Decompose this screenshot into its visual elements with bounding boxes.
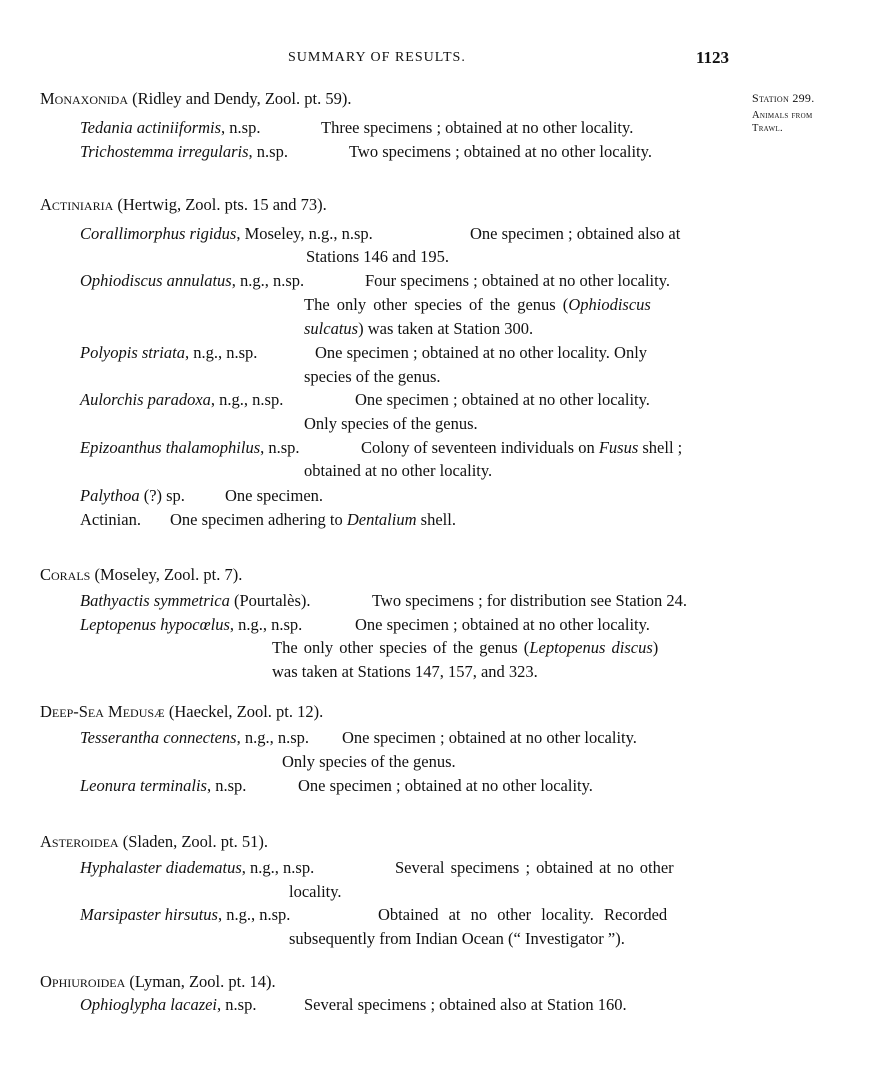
- entry-text: One specimen ; obtained at no other locality.: [298, 776, 593, 795]
- entry-continuation: locality.: [289, 882, 342, 901]
- entry-label: Actinian.: [80, 510, 141, 529]
- entry-line: [80, 593, 311, 610]
- group-name: Ophiuroidea: [40, 972, 126, 991]
- section-medusae-heading: [40, 704, 323, 721]
- taxon-name: Leptopenus hypocœlus: [80, 615, 230, 634]
- entry-text: Four specimens ; obtained at no other locality.: [365, 271, 671, 290]
- entry-continuation: species of the genus.: [304, 367, 441, 386]
- group-name: Deep-Sea Medusæ: [40, 702, 165, 721]
- taxon-name: Marsipaster hirsutus: [80, 905, 218, 924]
- taxon-name: Palythoa: [80, 486, 140, 505]
- continuation-text: ): [652, 638, 659, 657]
- authority: , n.sp.: [217, 995, 257, 1014]
- authority: , Moseley, n.g., n.sp.: [236, 224, 373, 243]
- entry-line: [80, 512, 141, 529]
- entry-text: Two specimens ; for distribution see Station 24.: [372, 591, 688, 610]
- authority: (?) sp.: [139, 486, 185, 505]
- entry-text: [361, 440, 682, 457]
- authority: , n.g., n.sp.: [231, 271, 305, 290]
- authority: (Pourtalès).: [229, 591, 311, 610]
- entry-text: One specimen ; obtained at no other locality.: [355, 390, 650, 409]
- authority: , n.sp.: [221, 118, 261, 137]
- entry-text: One specimen ; obtained at no other locality. Only: [315, 343, 648, 362]
- group-reference: (Ridley and Dendy, Zool. pt. 59).: [128, 89, 352, 108]
- taxon-name: Corallimorphus rigidus: [80, 224, 237, 243]
- entry-text: Several specimens ; obtained also at Station 160.: [304, 995, 627, 1014]
- taxon-name: Leonura terminalis: [80, 776, 207, 795]
- margin-note-line2: Trawl.: [752, 123, 783, 134]
- entry-line: [80, 907, 290, 924]
- entry-line: [80, 730, 309, 747]
- group-reference: (Moseley, Zool. pt. 7).: [90, 565, 243, 584]
- entry-line: [80, 345, 257, 362]
- group-name: Asteroidea: [40, 832, 119, 851]
- entry-text-part: shell ;: [638, 438, 683, 457]
- authority: , n.sp.: [248, 142, 288, 161]
- entry-continuation: subsequently from Indian Ocean (“ Investigator ”).: [289, 929, 625, 948]
- entry-text: [170, 512, 456, 529]
- entry-line: [80, 488, 185, 505]
- group-reference: (Sladen, Zool. pt. 51).: [118, 832, 268, 851]
- continuation-text: ) was taken at Station 300.: [358, 319, 534, 338]
- taxon-name: Dentalium: [346, 510, 417, 529]
- authority: , n.g., n.sp.: [241, 858, 315, 877]
- entry-continuation: Only species of the genus.: [304, 414, 478, 433]
- entry-text: One specimen ; obtained at no other locality.: [342, 728, 637, 747]
- entry-line: [80, 860, 314, 877]
- section-actiniaria-heading: [40, 197, 327, 214]
- entry-line: [80, 778, 246, 795]
- authority: , n.g., n.sp.: [217, 905, 291, 924]
- margin-station: Station 299.: [752, 91, 815, 105]
- section-corals-heading: [40, 567, 242, 584]
- entry-line: [80, 617, 302, 634]
- entry-text: One specimen ; obtained also at: [470, 224, 681, 243]
- entry-text: Several specimens ; obtained at no other: [395, 858, 674, 877]
- section-ophiuroidea-heading: [40, 974, 276, 991]
- taxon-name: Tedania actiniiformis: [80, 118, 222, 137]
- taxon-name: Fusus: [598, 438, 639, 457]
- entry-continuation: was taken at Stations 147, 157, and 323.: [272, 662, 538, 681]
- taxon-name: Polyopis striata: [80, 343, 185, 362]
- entry-text: One specimen.: [225, 486, 324, 505]
- entry-line: [80, 273, 304, 290]
- authority: , n.sp.: [260, 438, 300, 457]
- entry-line: [80, 226, 373, 243]
- entry-continuation: obtained at no other locality.: [304, 461, 493, 480]
- authority: , n.g., n.sp.: [210, 390, 284, 409]
- taxon-name: Aulorchis paradoxa: [80, 390, 211, 409]
- entry-line: [80, 144, 288, 161]
- entry-line: [80, 440, 300, 457]
- continuation-text: The only other species of the genus (: [304, 295, 569, 314]
- taxon-name: Ophioglypha lacazei: [80, 995, 218, 1014]
- authority: , n.g., n.sp.: [184, 343, 258, 362]
- entry-continuation: Stations 146 and 195.: [306, 247, 449, 266]
- entry-text: Two specimens ; obtained at no other locality.: [349, 142, 652, 161]
- group-name: Monaxonida: [40, 89, 128, 108]
- taxon-name: Tesserantha connectens: [80, 728, 237, 747]
- section-monaxonida-heading: [40, 91, 351, 108]
- entry-line: [80, 392, 283, 409]
- taxon-name: Leptopenus discus: [529, 638, 653, 657]
- running-title: SUMMARY OF RESULTS.: [288, 50, 466, 65]
- entry-continuation: Only species of the genus.: [282, 752, 456, 771]
- group-reference: (Hertwig, Zool. pts. 15 and 73).: [113, 195, 327, 214]
- entry-text-part: Colony of seventeen individuals on: [361, 438, 599, 457]
- taxon-name: sulcatus: [304, 319, 359, 338]
- authority: , n.sp.: [206, 776, 247, 795]
- entry-text: Obtained at no other locality. Recorded: [378, 905, 668, 924]
- continuation-text: The only other species of the genus (: [272, 638, 530, 657]
- entry-line: [80, 997, 256, 1014]
- group-reference: (Lyman, Zool. pt. 14).: [125, 972, 276, 991]
- group-name: Corals: [40, 565, 91, 584]
- margin-note-line1: Animals from: [752, 110, 813, 121]
- authority: , n.g., n.sp.: [229, 615, 303, 634]
- entry-text-part: One specimen adhering to: [170, 510, 347, 529]
- entry-continuation: [304, 321, 533, 338]
- taxon-name: Epizoanthus thalamophilus: [80, 438, 261, 457]
- entry-line: [80, 120, 260, 137]
- section-asteroidea-heading: [40, 834, 268, 851]
- taxon-name: Bathyactis symmetrica: [80, 591, 230, 610]
- taxon-name: Hyphalaster diadematus: [80, 858, 242, 877]
- page-number: 1123: [696, 48, 730, 67]
- entry-continuation: [304, 297, 651, 314]
- entry-text-part: shell.: [416, 510, 456, 529]
- authority: , n.g., n.sp.: [236, 728, 310, 747]
- group-name: Actiniaria: [40, 195, 114, 214]
- entry-text: One specimen ; obtained at no other locality.: [355, 615, 650, 634]
- entry-text: Three specimens ; obtained at no other locality.: [321, 118, 634, 137]
- entry-continuation: [272, 640, 658, 657]
- taxon-name: Ophiodiscus annulatus: [80, 271, 232, 290]
- taxon-name: Trichostemma irregularis: [80, 142, 249, 161]
- taxon-name: Ophiodiscus: [568, 295, 651, 314]
- group-reference: (Haeckel, Zool. pt. 12).: [164, 702, 324, 721]
